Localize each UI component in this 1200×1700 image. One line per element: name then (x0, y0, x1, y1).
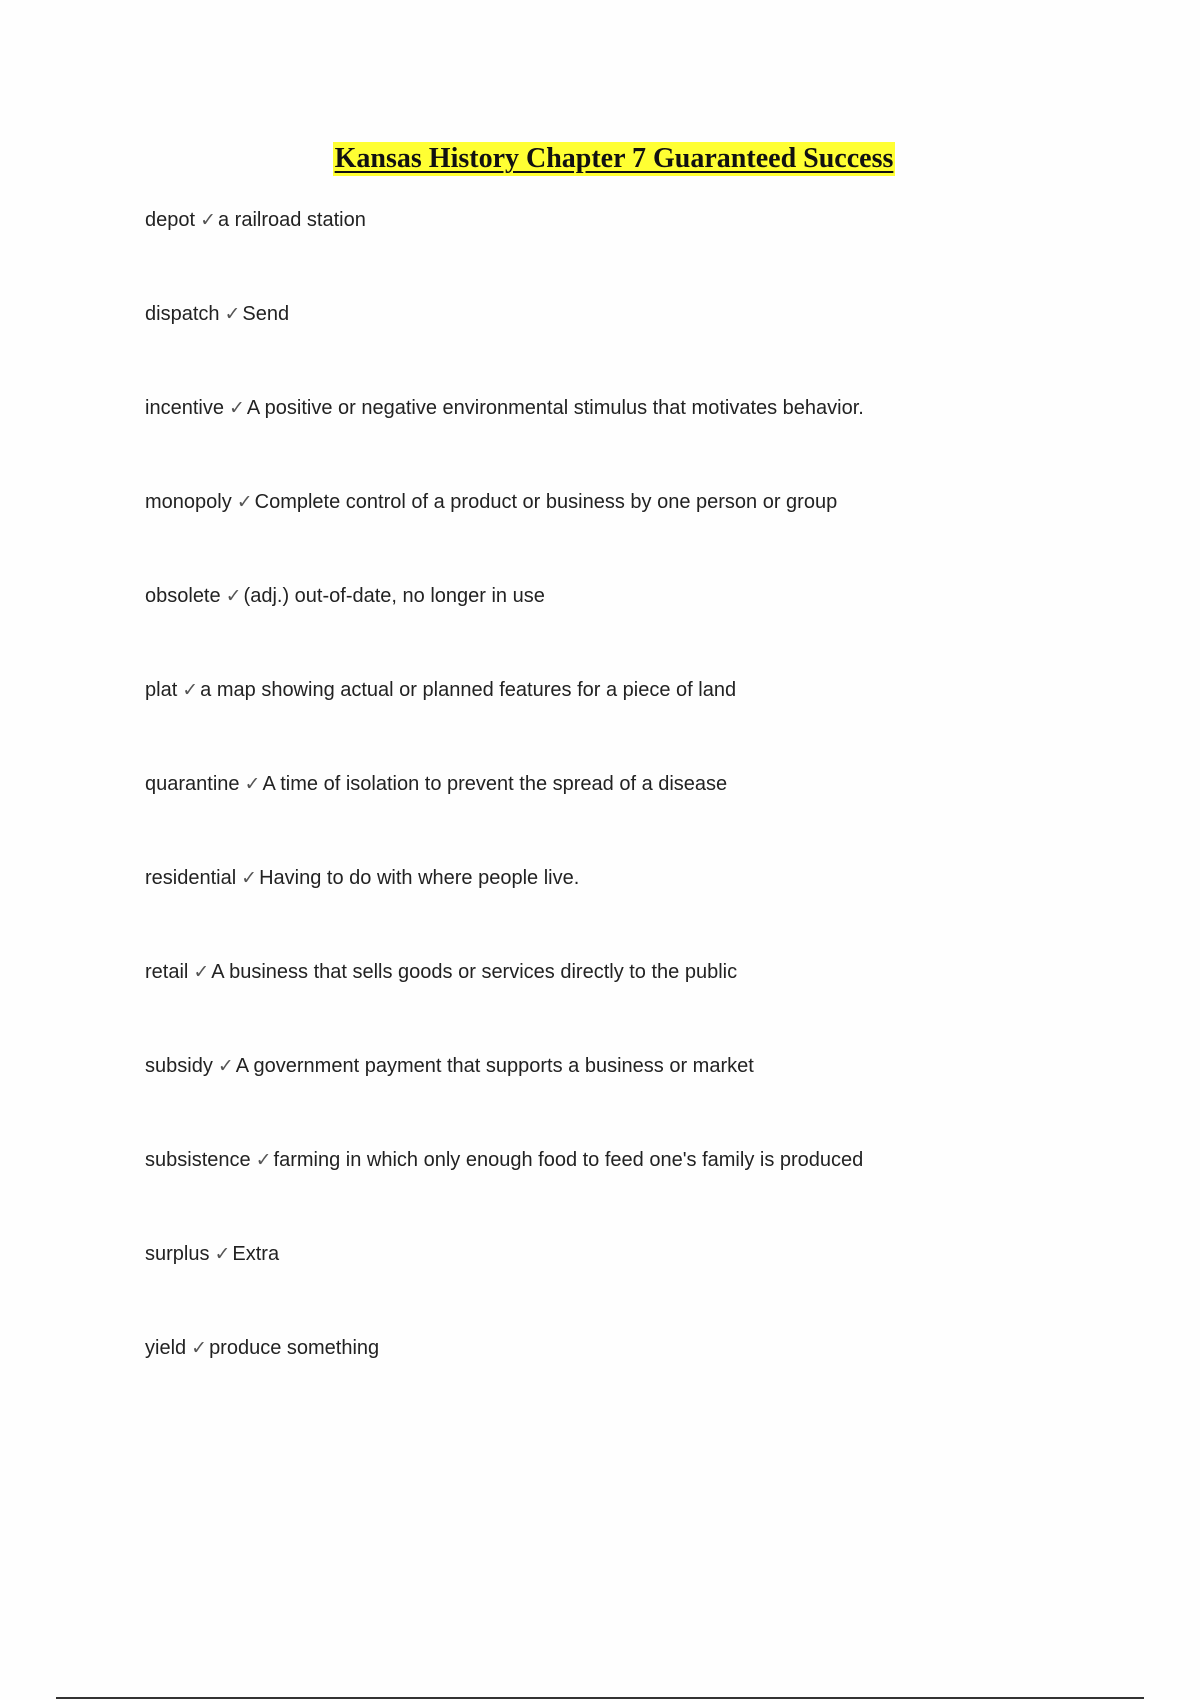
glossary-entry (145, 207, 1145, 301)
glossary-definition: A time of isolation to prevent the spread of a disease (262, 773, 728, 795)
check-icon: ✓ (224, 303, 241, 325)
glossary-entry (145, 583, 1145, 677)
check-icon: ✓ (182, 679, 199, 701)
glossary-term: retail (145, 961, 189, 983)
check-icon: ✓ (214, 1243, 231, 1265)
glossary-list (145, 207, 1145, 1429)
glossary-entry (145, 1241, 1145, 1335)
title-wrap (0, 142, 1200, 176)
glossary-entry (145, 395, 1145, 489)
page-title: Kansas History Chapter 7 Guaranteed Success (334, 143, 894, 174)
footer-divider (56, 1697, 1144, 1699)
glossary-entry (145, 489, 1145, 583)
glossary-entry (145, 1147, 1145, 1241)
glossary-definition: a map showing actual or planned features for a piece of land (200, 679, 737, 701)
glossary-term: monopoly (145, 491, 232, 513)
glossary-term: dispatch (145, 303, 220, 325)
check-icon: ✓ (200, 209, 216, 231)
glossary-term: surplus (145, 1243, 210, 1265)
check-icon: ✓ (217, 1055, 234, 1077)
check-icon: ✓ (228, 397, 245, 419)
glossary-definition: A business that sells goods or services directly to the public (211, 961, 738, 983)
glossary-entry (145, 959, 1145, 1053)
check-icon: ✓ (191, 1337, 208, 1359)
glossary-term: quarantine (145, 773, 240, 795)
glossary-definition: Complete control of a product or business by one person or group (254, 491, 838, 513)
check-icon: ✓ (241, 867, 258, 889)
glossary-definition: A positive or negative environmental stimulus that motivates behavior. (246, 397, 864, 419)
glossary-entry (145, 865, 1145, 959)
glossary-definition: Send (242, 303, 290, 325)
glossary-term: depot (145, 209, 196, 231)
glossary-term: residential (145, 867, 237, 889)
glossary-term: plat (145, 679, 178, 701)
glossary-term: subsistence (145, 1149, 251, 1171)
check-icon: ✓ (236, 491, 253, 513)
glossary-definition: a railroad station (217, 209, 366, 231)
glossary-definition: farming in which only enough food to feed one's family is produced (273, 1149, 864, 1171)
check-icon: ✓ (225, 585, 242, 607)
glossary-definition: Extra (232, 1243, 280, 1265)
glossary-definition: A government payment that supports a business or market (235, 1055, 754, 1077)
check-icon: ✓ (193, 961, 210, 983)
glossary-entry (145, 771, 1145, 865)
glossary-definition: (adj.) out-of-date, no longer in use (243, 585, 545, 607)
glossary-entry (145, 677, 1145, 771)
glossary-entry (145, 301, 1145, 395)
glossary-term: yield (145, 1337, 187, 1359)
glossary-definition: Having to do with where people live. (259, 867, 580, 889)
glossary-term: obsolete (145, 585, 221, 607)
check-icon: ✓ (244, 773, 261, 795)
glossary-term: subsidy (145, 1055, 213, 1077)
glossary-entry (145, 1335, 1145, 1429)
glossary-definition: produce something (209, 1337, 380, 1359)
glossary-entry (145, 1053, 1145, 1147)
check-icon: ✓ (255, 1149, 272, 1171)
glossary-term: incentive (145, 397, 224, 419)
